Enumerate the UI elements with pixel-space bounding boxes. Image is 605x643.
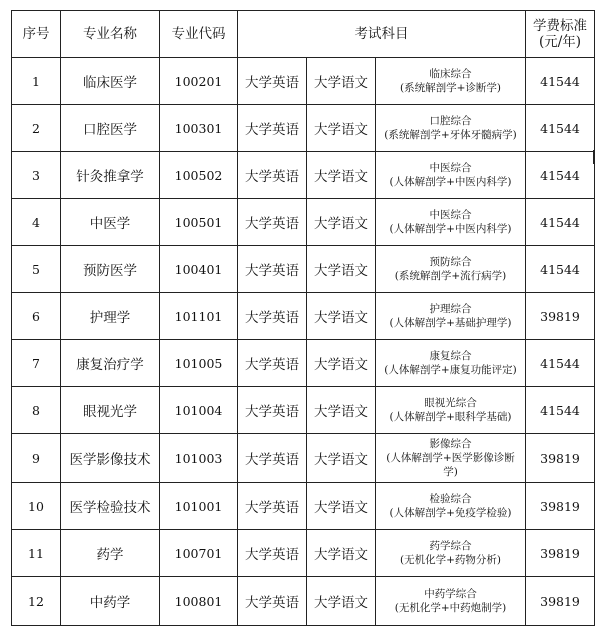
row-major-name: 针灸推拿学 bbox=[61, 152, 160, 199]
comprehensive-line: 学) bbox=[443, 466, 458, 478]
row-subject-chinese: 大学语文 bbox=[307, 293, 376, 340]
row-subject-chinese: 大学语文 bbox=[307, 105, 376, 152]
row-major-name: 口腔医学 bbox=[61, 105, 160, 152]
comprehensive-line: 预防综合 bbox=[429, 256, 472, 268]
row-major-name: 预防医学 bbox=[61, 246, 160, 293]
row-subject-english: 大学英语 bbox=[238, 105, 307, 152]
header-tuition bbox=[526, 11, 595, 58]
row-tuition: 41544 bbox=[526, 340, 595, 387]
row-major-code: 100502 bbox=[160, 152, 238, 199]
row-tuition: 39819 bbox=[526, 530, 595, 577]
table-row bbox=[12, 530, 595, 577]
row-index: 8 bbox=[12, 387, 61, 434]
row-index: 1 bbox=[12, 58, 61, 105]
header-tuition-line1: 学费标准 bbox=[533, 18, 588, 34]
header-tuition-line2: (元/年) bbox=[538, 34, 582, 50]
row-subject-english: 大学英语 bbox=[238, 246, 307, 293]
row-major-code: 101003 bbox=[160, 434, 238, 483]
row-major-code: 101101 bbox=[160, 293, 238, 340]
edge-tick-mark bbox=[593, 150, 595, 164]
comprehensive-line: (人体解剖学+免疫学检验) bbox=[389, 507, 512, 519]
row-index: 3 bbox=[12, 152, 61, 199]
row-comprehensive-subject bbox=[376, 387, 526, 434]
row-comprehensive-subject bbox=[376, 577, 526, 626]
row-index: 5 bbox=[12, 246, 61, 293]
row-comprehensive-subject bbox=[376, 199, 526, 246]
row-subject-english: 大学英语 bbox=[238, 293, 307, 340]
table-row bbox=[12, 340, 595, 387]
row-subject-chinese: 大学语文 bbox=[307, 483, 376, 530]
row-subject-chinese: 大学语文 bbox=[307, 434, 376, 483]
comprehensive-line: 中医综合 bbox=[429, 209, 472, 221]
table-row bbox=[12, 199, 595, 246]
comprehensive-line: 检验综合 bbox=[429, 493, 472, 505]
row-index: 4 bbox=[12, 199, 61, 246]
table-row bbox=[12, 246, 595, 293]
row-index: 6 bbox=[12, 293, 61, 340]
row-comprehensive-subject bbox=[376, 152, 526, 199]
comprehensive-line: (无机化学+中药炮制学) bbox=[394, 602, 507, 614]
row-subject-english: 大学英语 bbox=[238, 152, 307, 199]
row-subject-chinese: 大学语文 bbox=[307, 152, 376, 199]
row-subject-english: 大学英语 bbox=[238, 577, 307, 626]
row-index: 2 bbox=[12, 105, 61, 152]
row-major-name: 护理学 bbox=[61, 293, 160, 340]
row-major-code: 100401 bbox=[160, 246, 238, 293]
table-row bbox=[12, 105, 595, 152]
row-major-code: 100801 bbox=[160, 577, 238, 626]
row-major-name: 中医学 bbox=[61, 199, 160, 246]
row-comprehensive-subject bbox=[376, 58, 526, 105]
row-subject-chinese: 大学语文 bbox=[307, 246, 376, 293]
table-row bbox=[12, 293, 595, 340]
row-tuition: 41544 bbox=[526, 58, 595, 105]
row-index: 12 bbox=[12, 577, 61, 626]
comprehensive-line: 中医综合 bbox=[429, 162, 472, 174]
row-tuition: 41544 bbox=[526, 387, 595, 434]
row-tuition: 41544 bbox=[526, 246, 595, 293]
comprehensive-line: (系统解剖学+诊断学) bbox=[400, 82, 501, 94]
comprehensive-line: (系统解剖学+流行病学) bbox=[394, 270, 507, 282]
table-row bbox=[12, 387, 595, 434]
row-major-code: 100701 bbox=[160, 530, 238, 577]
comprehensive-line: (无机化学+药物分析) bbox=[400, 554, 501, 566]
comprehensive-line: 影像综合 bbox=[429, 438, 472, 450]
row-subject-english: 大学英语 bbox=[238, 530, 307, 577]
row-major-name: 眼视光学 bbox=[61, 387, 160, 434]
row-subject-chinese: 大学语文 bbox=[307, 58, 376, 105]
table-row bbox=[12, 58, 595, 105]
table-row bbox=[12, 483, 595, 530]
row-comprehensive-subject bbox=[376, 483, 526, 530]
header-exam-subjects: 考试科目 bbox=[238, 11, 526, 58]
comprehensive-line: 护理综合 bbox=[429, 303, 472, 315]
row-index: 7 bbox=[12, 340, 61, 387]
comprehensive-line: 口腔综合 bbox=[429, 115, 472, 127]
row-tuition: 39819 bbox=[526, 483, 595, 530]
row-subject-english: 大学英语 bbox=[238, 434, 307, 483]
row-major-name: 中药学 bbox=[61, 577, 160, 626]
row-tuition: 41544 bbox=[526, 152, 595, 199]
header-index: 序号 bbox=[12, 11, 61, 58]
comprehensive-line: (人体解剖学+医学影像诊断 bbox=[386, 452, 515, 464]
row-major-name: 康复治疗学 bbox=[61, 340, 160, 387]
row-comprehensive-subject bbox=[376, 530, 526, 577]
row-subject-chinese: 大学语文 bbox=[307, 199, 376, 246]
header-major-code: 专业代码 bbox=[160, 11, 238, 58]
row-tuition: 39819 bbox=[526, 434, 595, 483]
row-comprehensive-subject bbox=[376, 293, 526, 340]
row-subject-chinese: 大学语文 bbox=[307, 340, 376, 387]
table-row bbox=[12, 152, 595, 199]
row-comprehensive-subject bbox=[376, 340, 526, 387]
row-major-code: 101001 bbox=[160, 483, 238, 530]
row-subject-chinese: 大学语文 bbox=[307, 577, 376, 626]
comprehensive-line: 中药学综合 bbox=[424, 588, 477, 600]
row-major-code: 101004 bbox=[160, 387, 238, 434]
header-major-name: 专业名称 bbox=[61, 11, 160, 58]
table-body bbox=[12, 58, 595, 626]
comprehensive-line: (人体解剖学+基础护理学) bbox=[389, 317, 512, 329]
row-subject-english: 大学英语 bbox=[238, 340, 307, 387]
comprehensive-line: (人体解剖学+眼科学基础) bbox=[389, 411, 512, 423]
comprehensive-line: (人体解剖学+中医内科学) bbox=[389, 223, 512, 235]
row-major-code: 100501 bbox=[160, 199, 238, 246]
comprehensive-line: (人体解剖学+康复功能评定) bbox=[384, 364, 517, 376]
row-major-code: 100301 bbox=[160, 105, 238, 152]
table-row bbox=[12, 577, 595, 626]
comprehensive-line: 临床综合 bbox=[429, 68, 472, 80]
comprehensive-line: (人体解剖学+中医内科学) bbox=[389, 176, 512, 188]
row-tuition: 39819 bbox=[526, 577, 595, 626]
row-tuition: 41544 bbox=[526, 199, 595, 246]
row-major-name: 临床医学 bbox=[61, 58, 160, 105]
row-comprehensive-subject bbox=[376, 105, 526, 152]
row-index: 9 bbox=[12, 434, 61, 483]
table-header-row bbox=[12, 11, 595, 58]
row-major-code: 101005 bbox=[160, 340, 238, 387]
row-major-name: 医学影像技术 bbox=[61, 434, 160, 483]
row-index: 11 bbox=[12, 530, 61, 577]
row-comprehensive-subject bbox=[376, 434, 526, 483]
row-major-name: 药学 bbox=[61, 530, 160, 577]
comprehensive-line: 药学综合 bbox=[429, 540, 472, 552]
table-row bbox=[12, 434, 595, 483]
comprehensive-line: 眼视光综合 bbox=[424, 397, 477, 409]
row-subject-english: 大学英语 bbox=[238, 483, 307, 530]
row-tuition: 39819 bbox=[526, 293, 595, 340]
row-subject-chinese: 大学语文 bbox=[307, 530, 376, 577]
row-major-code: 100201 bbox=[160, 58, 238, 105]
row-subject-english: 大学英语 bbox=[238, 199, 307, 246]
admissions-table-container bbox=[11, 10, 595, 626]
comprehensive-line: 康复综合 bbox=[429, 350, 472, 362]
row-subject-english: 大学英语 bbox=[238, 58, 307, 105]
row-index: 10 bbox=[12, 483, 61, 530]
majors-table bbox=[11, 10, 595, 626]
row-subject-english: 大学英语 bbox=[238, 387, 307, 434]
row-subject-chinese: 大学语文 bbox=[307, 387, 376, 434]
row-comprehensive-subject bbox=[376, 246, 526, 293]
comprehensive-line: (系统解剖学+牙体牙髓病学) bbox=[384, 129, 517, 141]
row-tuition: 41544 bbox=[526, 105, 595, 152]
row-major-name: 医学检验技术 bbox=[61, 483, 160, 530]
